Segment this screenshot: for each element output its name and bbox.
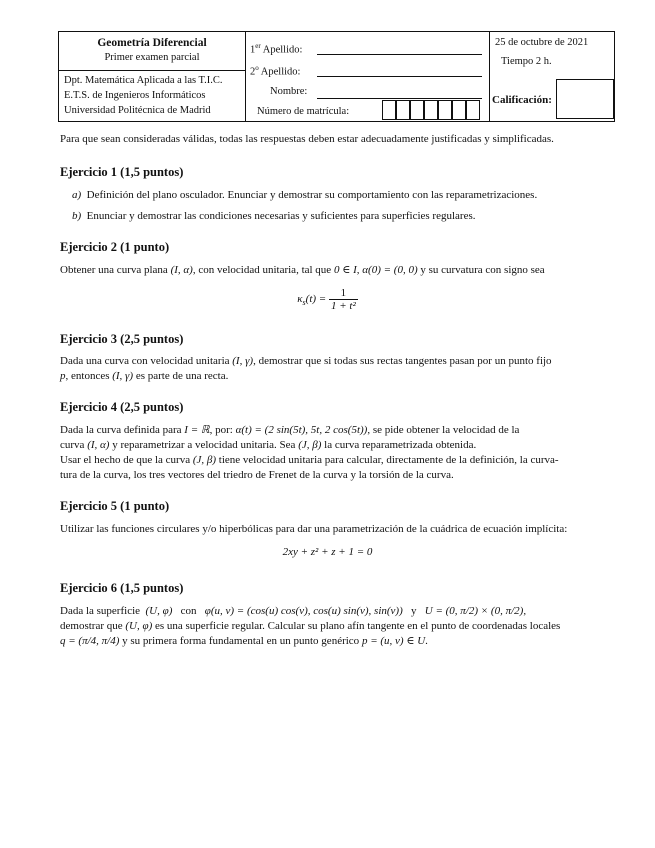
name-field[interactable] (317, 98, 482, 99)
ex5-formula: 2xy + z² + z + 1 = 0 (282, 546, 373, 558)
ex5-title: Ejercicio 5 (1 punto) (60, 499, 170, 513)
ex4-line-4: tura de la curva, los tres vectores del triedro de Frenet de la curva y la torsión de la curva. (60, 469, 454, 481)
enrollment-boxes[interactable] (382, 100, 484, 120)
ex4-title: Ejercicio 4 (2,5 puntos) (60, 400, 184, 414)
ex4-line-1: Dada la curva definida para I = ℝ, por: α(t) = (2 sin(5t), 5t, 2 cos(5t)), se pide obtener la velocidad de la (60, 424, 520, 436)
grade-label: Calificación: (492, 94, 552, 106)
exam-duration: Tiempo 2 h. (501, 56, 552, 67)
ex3-title: Ejercicio 3 (2,5 puntos) (60, 332, 184, 346)
enrollment-digit[interactable] (452, 100, 466, 120)
course-title: Geometría Diferencial (97, 37, 207, 49)
ex6-line-1: Dada la superficie (U, φ) con φ(u, v) = (cos(u) cos(v), cos(u) sin(v), sin(v)) y U = (0, π/2) × (0, π/2), (60, 605, 527, 617)
ex4-line-3: Usar el hecho de que la curva (J, β) tiene velocidad unitaria para calcular, directamente de la definición, la curva- (60, 454, 559, 466)
name-label: Nombre: (270, 86, 308, 97)
ex1-title: Ejercicio 1 (1,5 puntos) (60, 165, 184, 179)
ex4-line-2: curva (I, α) y reparametrizar a velocidad unitaria. Sea (J, β) la curva reparametrizada obtenida. (60, 439, 477, 451)
dept-line-1: Dpt. Matemática Aplicada a las T.I.C. (64, 75, 223, 86)
ex6-line-3: q = (π/4, π/4) y su primera forma fundamental en un punto genérico p = (u, v) ∈ U. (60, 635, 428, 647)
ex2-statement: Obtener una curva plana (I, α), con velocidad unitaria, tal que 0 ∈ I, α(0) = (0, 0) y su curvatura con signo sea (60, 264, 545, 276)
grade-box[interactable] (556, 79, 614, 119)
enrollment-digit[interactable] (396, 100, 410, 120)
first-surname-field[interactable] (317, 54, 482, 55)
enrollment-digit[interactable] (410, 100, 424, 120)
ex6-title: Ejercicio 6 (1,5 puntos) (60, 581, 184, 595)
enrollment-digit[interactable] (382, 100, 396, 120)
header-table (58, 31, 615, 122)
ex1-item-a: a) Definición del plano osculador. Enunciar y demostrar su comportamiento con las reparametrizaciones. (72, 189, 538, 201)
header-divider-2 (489, 32, 490, 121)
header-divider-1 (245, 32, 246, 121)
dept-line-2: E.T.S. de Ingenieros Informáticos (64, 90, 206, 101)
enrollment-digit[interactable] (424, 100, 438, 120)
dept-line-3: Universidad Politécnica de Madrid (64, 105, 211, 116)
enrollment-digit[interactable] (466, 100, 480, 120)
header-left-divider (59, 70, 245, 71)
ex1-item-b: b) Enunciar y demostrar las condiciones necesarias y suficientes para superficies regulares. (72, 210, 476, 222)
enrollment-label: Número de matrícula: (257, 106, 350, 117)
enrollment-digit[interactable] (438, 100, 452, 120)
ex5-statement: Utilizar las funciones circulares y/o hiperbólicas para dar una parametrización de la cuádrica de ecuación implícita: (60, 523, 568, 535)
second-surname-field[interactable] (317, 76, 482, 77)
first-surname-label: 1er Apellido: (250, 42, 303, 56)
ex3-line-2: p, entonces (I, γ) es parte de una recta. (60, 370, 229, 382)
exam-name: Primer examen parcial (104, 52, 200, 63)
ex2-title: Ejercicio 2 (1 punto) (60, 240, 170, 254)
ex2-formula: $\kappa_s(t)$ = $\frac{1}{\text{1 + t²}}$ (297, 287, 356, 312)
second-surname-label: 2$^o$ Apellido: (250, 64, 301, 78)
ex3-line-1: Dada una curva con velocidad unitaria (I, γ), demostrar que si todas sus rectas tangentes pasan por un punto fijo (60, 355, 552, 367)
ex6-line-2: demostrar que (U, φ) es una superficie regular. Calcular su plano afín tangente en el punto de coordenadas locales (60, 620, 561, 632)
instructions: Para que sean consideradas válidas, todas las respuestas deben estar adecuadamente justificadas y simplificadas. (60, 133, 554, 145)
exam-date: 25 de octubre de 2021 (495, 37, 589, 48)
